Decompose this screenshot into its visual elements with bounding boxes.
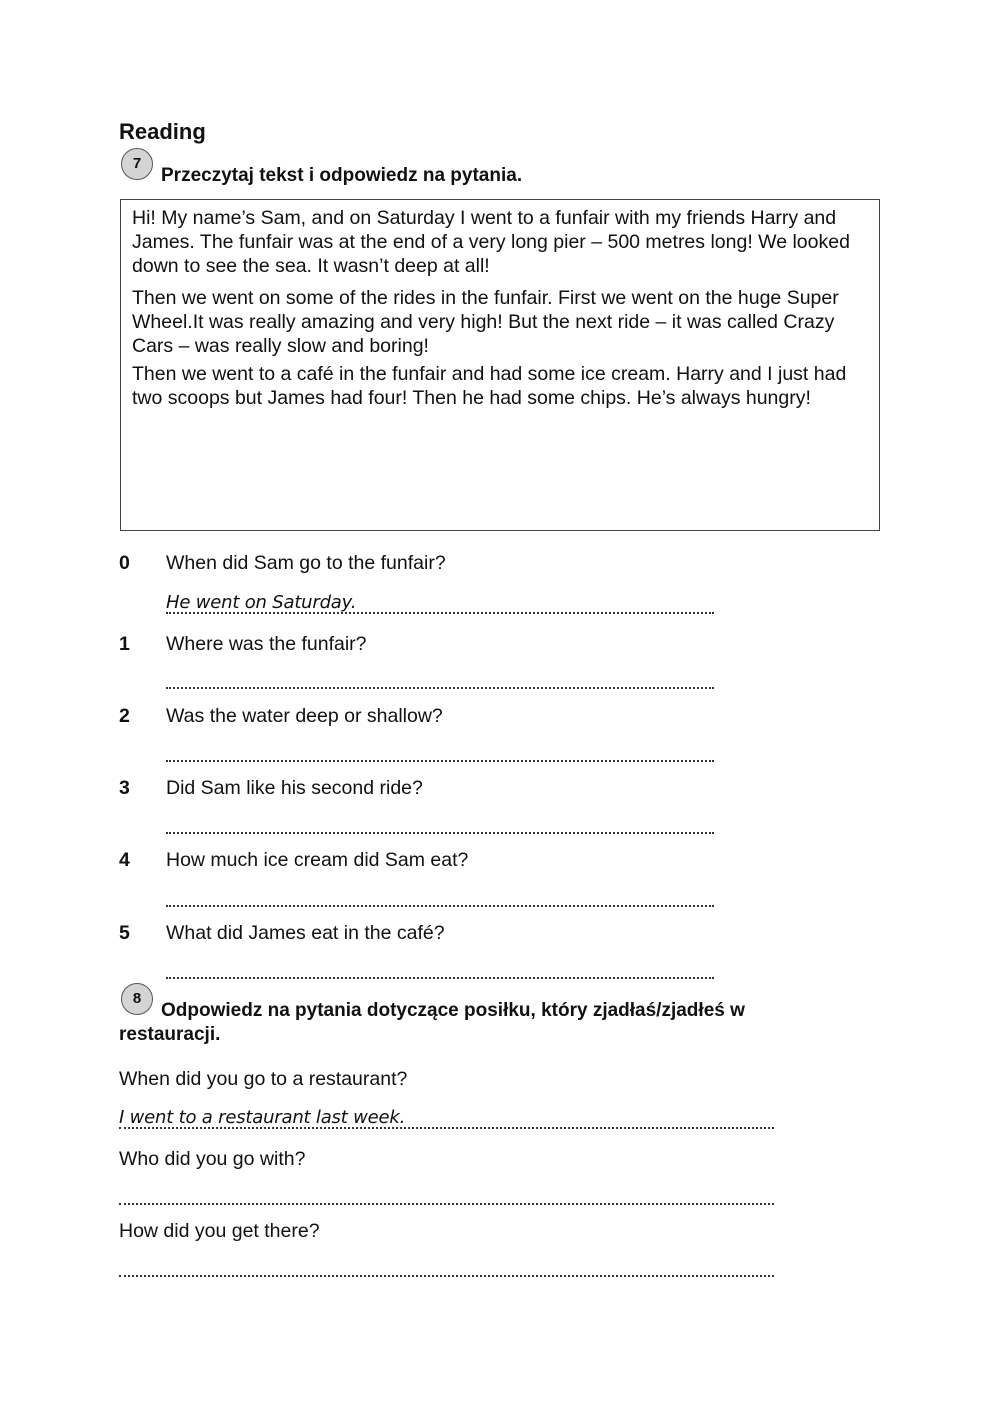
exercise-7-instruction: Przeczytaj tekst i odpowiedz na pytania. xyxy=(161,165,523,186)
restaurant-question-2-text: Who did you go with? xyxy=(119,1148,306,1170)
question-4-number: 4 xyxy=(119,849,130,871)
exercise-7-number-badge: 7 xyxy=(121,148,153,180)
question-1-number: 1 xyxy=(119,633,130,655)
reading-text-box xyxy=(120,199,880,531)
exercise-8-number-badge: 8 xyxy=(121,983,153,1015)
exercise-8-instruction-line-1: Odpowiedz na pytania dotyczące posiłku, który zjadłaś/zjadłeś w xyxy=(161,1000,745,1021)
exercise-8-instruction-line-2: restauracji. xyxy=(119,1024,221,1045)
question-0-answer: He went on Saturday. xyxy=(166,592,357,613)
question-5-text: What did James eat in the café? xyxy=(166,922,445,944)
question-2-number: 2 xyxy=(119,705,130,727)
question-3-number: 3 xyxy=(119,777,130,799)
restaurant-question-2-answer-line[interactable] xyxy=(119,1203,774,1205)
question-2-answer-line[interactable] xyxy=(166,760,714,762)
question-1-answer-line[interactable] xyxy=(166,687,714,689)
question-5-answer-line[interactable] xyxy=(166,977,714,979)
restaurant-question-1-answer: I went to a restaurant last week. xyxy=(119,1107,406,1128)
section-title: Reading xyxy=(119,119,206,144)
reading-paragraph-2: Then we went on some of the rides in the funfair. First we went on the huge Super Wheel.It was really amazing and very high! But the next ride – it was called Crazy Cars – was really slow and boring! xyxy=(132,287,839,357)
restaurant-question-1-text: When did you go to a restaurant? xyxy=(119,1068,408,1090)
question-5-number: 5 xyxy=(119,922,130,944)
restaurant-question-3-text: How did you get there? xyxy=(119,1220,320,1242)
restaurant-question-1-answer-line[interactable] xyxy=(119,1127,774,1129)
question-1-text: Where was the funfair? xyxy=(166,633,367,655)
question-3-answer-line[interactable] xyxy=(166,832,714,834)
question-2-text: Was the water deep or shallow? xyxy=(166,705,443,727)
question-0-answer-line[interactable] xyxy=(166,612,714,614)
question-4-answer-line[interactable] xyxy=(166,905,714,907)
question-3-text: Did Sam like his second ride? xyxy=(166,777,423,799)
restaurant-question-3-answer-line[interactable] xyxy=(119,1275,774,1277)
reading-paragraph-3: Then we went to a café in the funfair and had some ice cream. Harry and I just had two scoops but James had four! Then he had some chips. He’s always hungry! xyxy=(132,363,847,409)
question-0-number: 0 xyxy=(119,552,130,574)
question-0-text: When did Sam go to the funfair? xyxy=(166,552,446,574)
reading-paragraph-1: Hi! My name’s Sam, and on Saturday I went to a funfair with my friends Harry and James. The funfair was at the end of a very long pier – 500 metres long! We looked down to see the sea. It wasn’t deep at all! xyxy=(132,207,850,277)
question-4-text: How much ice cream did Sam eat? xyxy=(166,849,469,871)
